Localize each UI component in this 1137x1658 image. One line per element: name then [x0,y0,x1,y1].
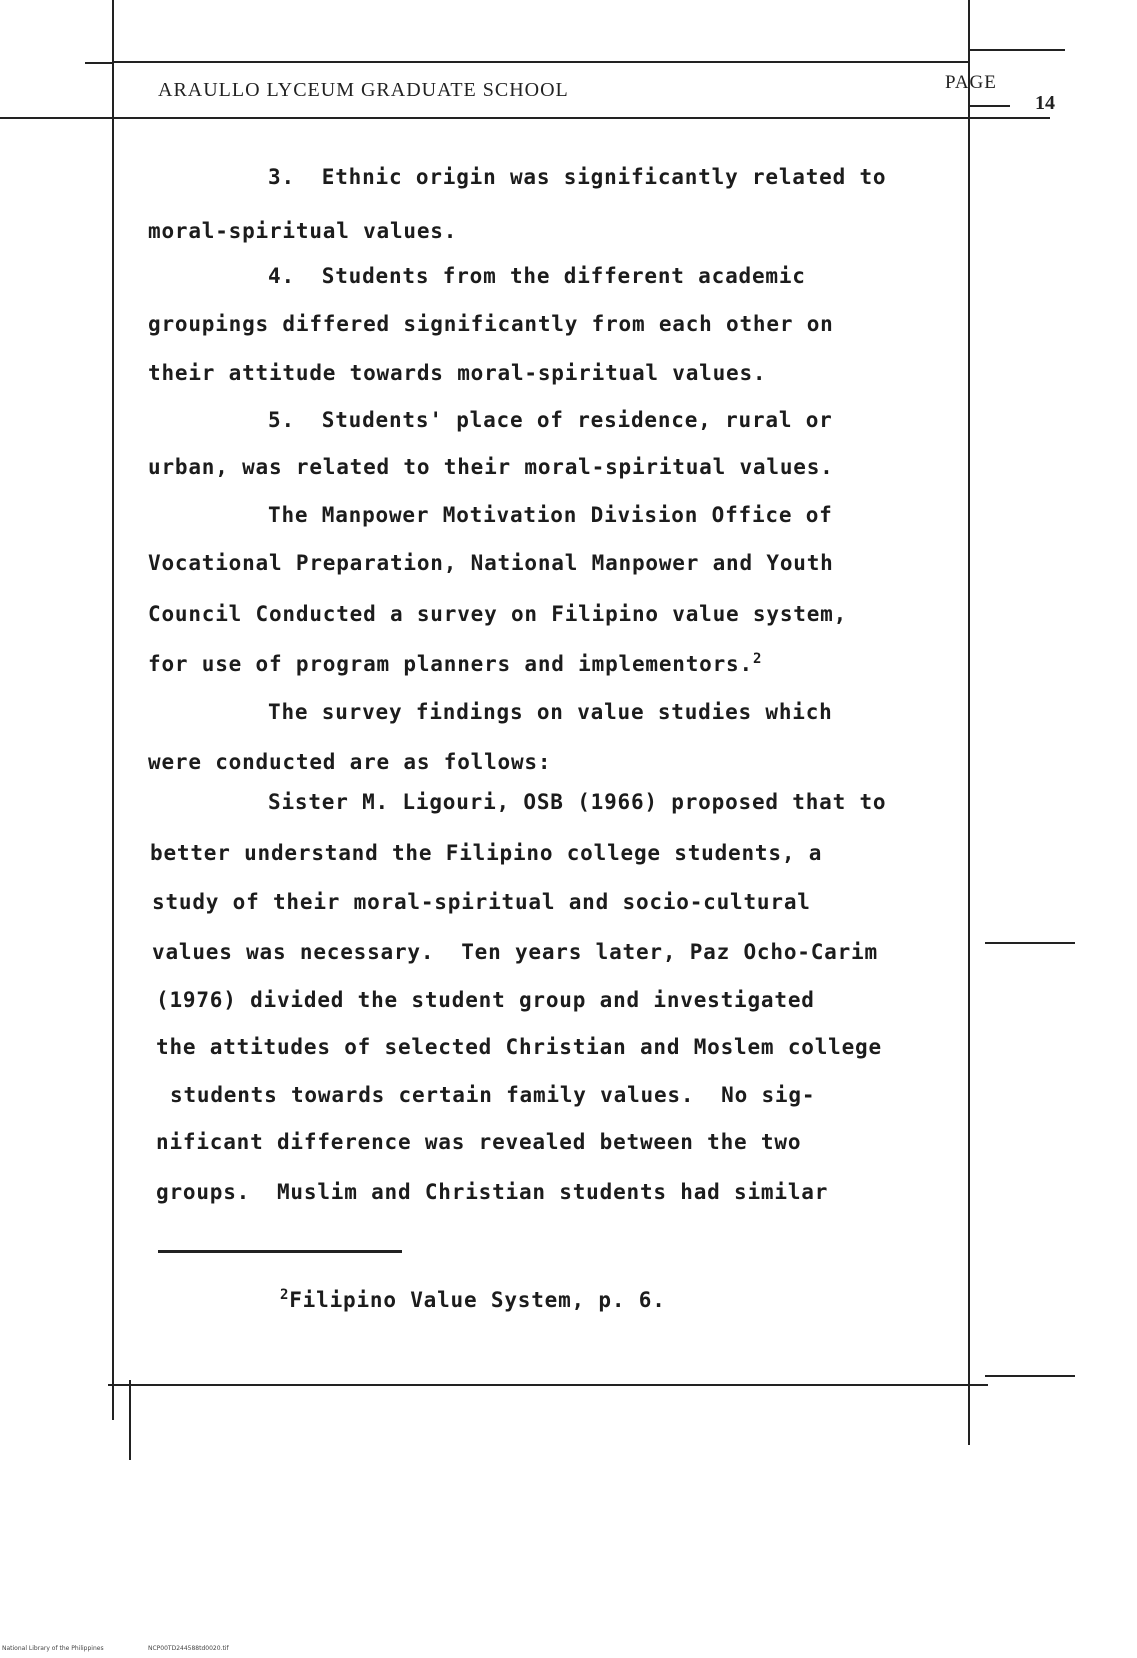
header-top-rule-main [112,61,970,63]
header-top-rule-right [970,49,1065,51]
text-line: 5. Students' place of residence, rural or [268,408,833,432]
scan-file-label: NCP00TD244588td0020.tif [148,1645,229,1652]
text-line: Vocational Preparation, National Manpower and Youth [148,551,834,575]
scan-library-label: National Library of the Philippines [2,1645,104,1652]
text-line: students towards certain family values. No sig- [170,1083,816,1107]
footnote-ref-mark: 2 [752,651,763,667]
footnote-marker: 2 [280,1287,290,1303]
margin-tick-right-3 [985,1375,1075,1377]
footnote-separator [158,1250,402,1253]
text-line [148,652,762,676]
margin-tick-right-2 [985,942,1075,944]
text-line: values was necessary. Ten years later, Paz Ocho-Carim [152,940,878,964]
left-margin-line-lower [129,1380,131,1460]
text-line: Council Conducted a survey on Filipino value system, [148,602,848,626]
text-line: nificant difference was revealed between the two [156,1130,802,1154]
text-line: moral-spiritual values. [148,219,458,243]
text-line: The Manpower Motivation Division Office of [268,503,833,527]
left-margin-line [112,0,114,1420]
footnote [280,1288,666,1312]
right-margin-line [968,0,970,1445]
text-line: groupings differed significantly from each other on [148,312,834,336]
text-line: Sister M. Ligouri, OSB (1966) proposed that to [268,790,887,814]
margin-tick-right-1 [970,105,1010,107]
text-line: groups. Muslim and Christian students had similar [156,1180,829,1204]
text-line: study of their moral-spiritual and socio-cultural [152,890,811,914]
text-line: (1976) divided the student group and investigated [156,988,815,1012]
text-line: The survey findings on value studies which [268,700,833,724]
text-line: 3. Ethnic origin was significantly related to [268,165,887,189]
text-line: better understand the Filipino college students, a [150,841,823,865]
header-bottom-rule [0,117,1050,119]
footer-rule [108,1384,988,1386]
footnote-text: Filipino Value System, p. 6. [289,1288,666,1312]
text-line: the attitudes of selected Christian and Moslem college [156,1035,882,1059]
header-top-rule [85,62,113,64]
page-label: PAGE [945,72,997,93]
text-line: were conducted are as follows: [148,750,552,774]
page-number: 14 [1035,92,1055,114]
school-header: ARAULLO LYCEUM GRADUATE SCHOOL [158,79,569,101]
text-line-content: for use of program planners and implementors. [148,652,753,676]
text-line: 4. Students from the different academic [268,264,806,288]
text-line: urban, was related to their moral-spiritual values. [148,455,834,479]
text-line: their attitude towards moral-spiritual values. [148,361,767,385]
